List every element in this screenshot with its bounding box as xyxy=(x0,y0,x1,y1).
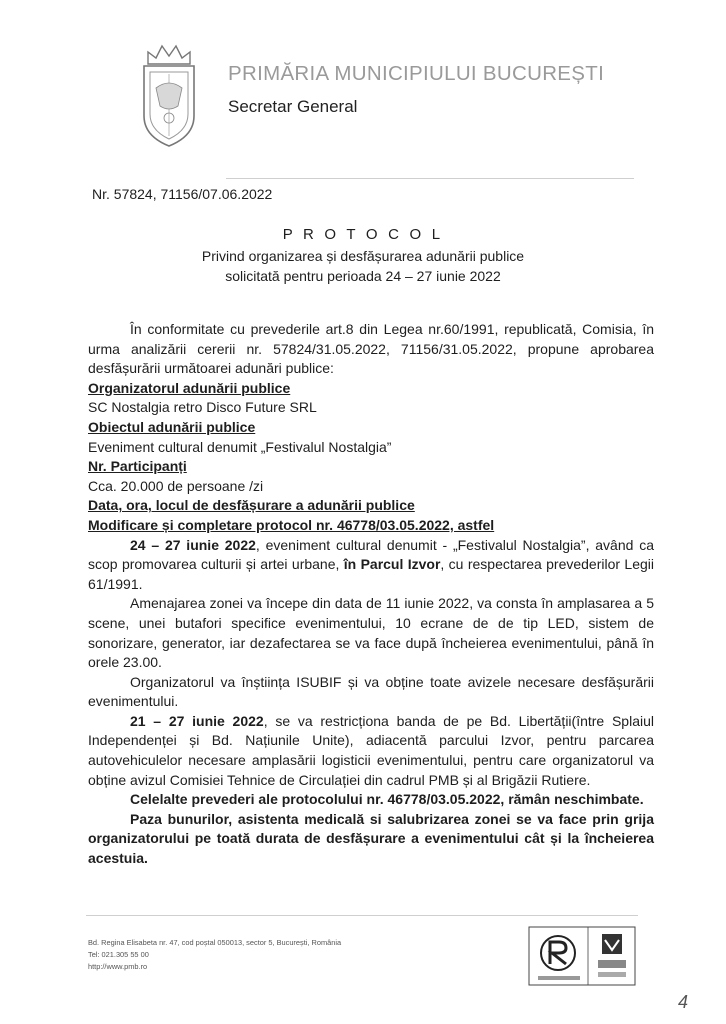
organizer-value: SC Nostalgia retro Disco Future SRL xyxy=(88,399,317,416)
footer-divider xyxy=(86,915,638,916)
datetime-place-heading: Data, ora, locul de desfășurare a adunării publice xyxy=(88,497,415,514)
paragraph-traffic-restriction xyxy=(88,712,654,790)
paragraph-security-medical: Paza bunurilor, asistenta medicală si salubrizarea zonei se va face prin grija organizatorului pe toată durata de desfășurare a evenimentului cât și la încheierea acestuia. xyxy=(88,810,654,867)
document-reference-number: Nr. 57824, 71156/07.06.2022 xyxy=(92,186,273,202)
participants-heading: Nr. Participanți xyxy=(88,458,187,475)
footer-website: http://www.pmb.ro xyxy=(88,962,148,971)
intro-paragraph: În conformitate cu prevederile art.8 din Legea nr.60/1991, republicată, Comisia, în urma analizării cererii nr. 57824/31.05.2022, 71156/31.05.2022, propune aprobarea desfășurării următoarei adunări publice: xyxy=(88,321,654,377)
header-divider xyxy=(226,178,634,179)
modification-heading: Modificare și completare protocol nr. 46778/03.05.2022, astfel xyxy=(88,516,495,533)
document-body xyxy=(88,320,654,869)
participants-value: Cca. 20.000 de persoane /zi xyxy=(88,477,264,494)
institution-name: PRIMĂRIA MUNICIPIULUI BUCUREȘTI xyxy=(228,62,605,85)
iso-certification-logos xyxy=(528,926,636,986)
object-heading: Obiectul adunării publice xyxy=(88,418,256,435)
organizer-heading: Organizatorul adunării publice xyxy=(88,379,291,396)
paragraph-notifications: Organizatorul va înștiința ISUBIF și va obține toate avizele necesare desfășurării evenimentului. xyxy=(88,673,654,710)
handwritten-page-mark: 4 xyxy=(678,992,689,1012)
restriction-description: , se va restricționa banda de pe Bd. Libertății(între Splaiul Independenței și Bd. Națiunile Unite), adiacentă parcului Izvor, pentru parcarea autovehiculelor necesare amplasării logisticii evenimentului, pentru care organizatorul va obține avizul Comisiei Tehnice de Circulației din cadrul PMB și al Brigăzii Rutiere. xyxy=(88,712,654,788)
restriction-date-range: 21 – 27 iunie 2022 xyxy=(130,712,264,729)
subtitle-line-2: solicitată pentru perioada 24 – 27 iunie 2022 xyxy=(225,268,501,284)
paragraph-event-dates xyxy=(88,536,654,595)
paragraph-unchanged-provisions: Celelalte prevederi ale protocolului nr. 46778/03.05.2022, rămân neschimbate. xyxy=(130,791,644,808)
document-title: P R O T O C O L xyxy=(282,226,444,243)
event-location: în Parcul Izvor xyxy=(343,556,441,573)
city-coat-of-arms xyxy=(130,38,208,150)
paragraph-setup: Amenajarea zonei va începe din data de 11 iunie 2022, va consta în amplasarea a 5 scene, unei butafori specifice evenimentului, 10 ecrane de de tip LED, sistem de sonorizare, generator, iar dezafectarea se va face după încheierea evenimentului, până în orele 23.00. xyxy=(88,595,654,671)
event-legal-note: , cu respectarea prevederilor Legii 61/1991. xyxy=(88,556,654,592)
footer-address: Bd. Regina Elisabeta nr. 47, cod poștal 050013, sector 5, București, România xyxy=(88,938,342,947)
subtitle-line-1: Privind organizarea și desfășurarea adunării publice xyxy=(201,248,525,264)
event-date-range: 24 – 27 iunie 2022 xyxy=(130,536,256,553)
footer-phone: Tel: 021.305 55 00 xyxy=(88,950,149,959)
department-name: Secretar General xyxy=(228,97,358,116)
event-description: , eveniment cultural denumit - „Festivalul Nostalgia”, având ca scop promovarea culturii și artei urbane, xyxy=(88,536,654,573)
object-value: Eveniment cultural denumit „Festivalul Nostalgia” xyxy=(88,438,392,455)
